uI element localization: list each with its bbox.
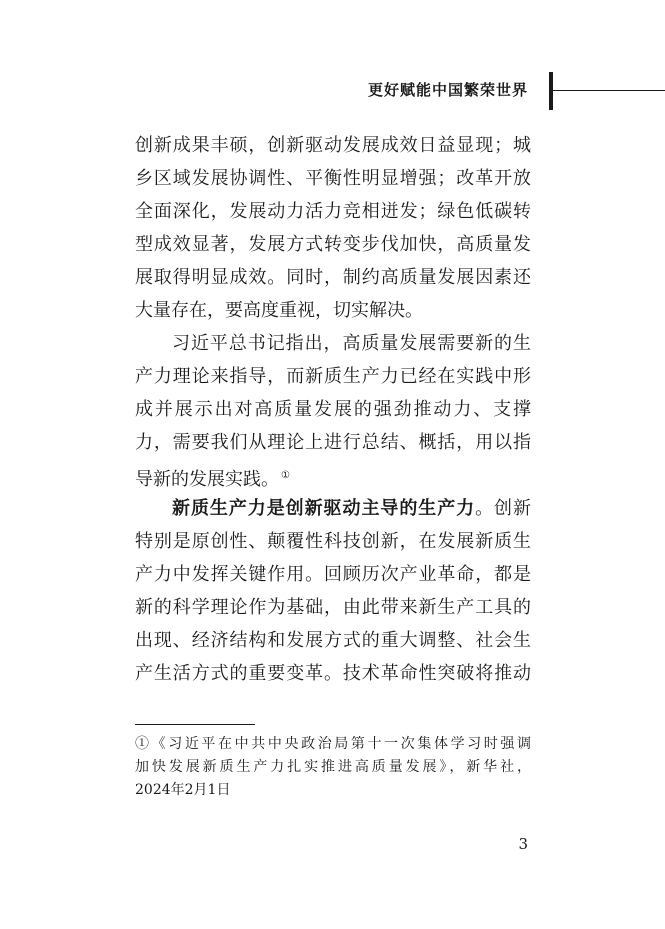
footnote-line: ①《习近平在中共中央政治局第十一次集体学习时强调 <box>135 736 531 752</box>
footnote <box>135 733 531 802</box>
body-line-with-footnote <box>135 459 531 492</box>
body-line: 习近平总书记指出，高质量发展需要新的生 <box>172 333 531 354</box>
footnote-line: 加快发展新质生产力扎实推进高质量发展》，新华社， <box>135 759 531 775</box>
running-header: 更好赋能中国繁荣世界 <box>367 81 528 99</box>
body-line: 出现、经济结构和发展方式的重大调整、社会生 <box>135 630 531 651</box>
header-rule <box>553 90 665 91</box>
body-line: 展取得明显成效。同时，制约高质量发展因素还 <box>135 267 531 288</box>
body-line: 创新成果丰硕，创新驱动发展成效日益显现；城 <box>135 135 531 156</box>
bold-thesis: 新质生产力是创新驱动主导的生产力 <box>172 498 476 519</box>
footnote-reference: ① <box>281 470 290 481</box>
body-line: 全面深化，发展动力活力竞相迸发；绿色低碳转 <box>135 201 531 222</box>
body-line: 大量存在，要高度重视，切实解决。 <box>135 300 423 321</box>
body-line: 新的科学理论作为基础，由此带来新生产工具的 <box>135 597 531 618</box>
body-text <box>135 129 531 690</box>
body-line: 产力理论来指导，而新质生产力已经在实践中形 <box>135 366 531 387</box>
body-line: 产生活方式的重要变革。技术革命性突破将推动 <box>135 663 531 684</box>
body-line-tail: 。创新 <box>475 498 531 519</box>
body-line: 型成效显著，发展方式转变步伐加快，高质量发 <box>135 234 531 255</box>
body-line: 乡区域发展协调性、平衡性明显增强；改革开放 <box>135 168 531 189</box>
header-bar <box>549 72 553 110</box>
body-line: 成并展示出对高质量发展的强劲推动力、支撑 <box>135 399 531 420</box>
body-line: 特别是原创性、颠覆性科技创新，在发展新质生 <box>135 531 531 552</box>
body-line-text: 导新的发展实践。 <box>135 469 279 490</box>
page-number: 3 <box>518 835 528 853</box>
body-line: 力，需要我们从理论上进行总结、概括，用以指 <box>135 432 531 453</box>
body-line: 产力中发挥关键作用。回顾历次产业革命，都是 <box>135 564 531 585</box>
body-line-bold-lead <box>135 492 531 525</box>
footnote-line: 2024年2月1日 <box>135 782 231 798</box>
footnote-rule <box>135 724 255 725</box>
